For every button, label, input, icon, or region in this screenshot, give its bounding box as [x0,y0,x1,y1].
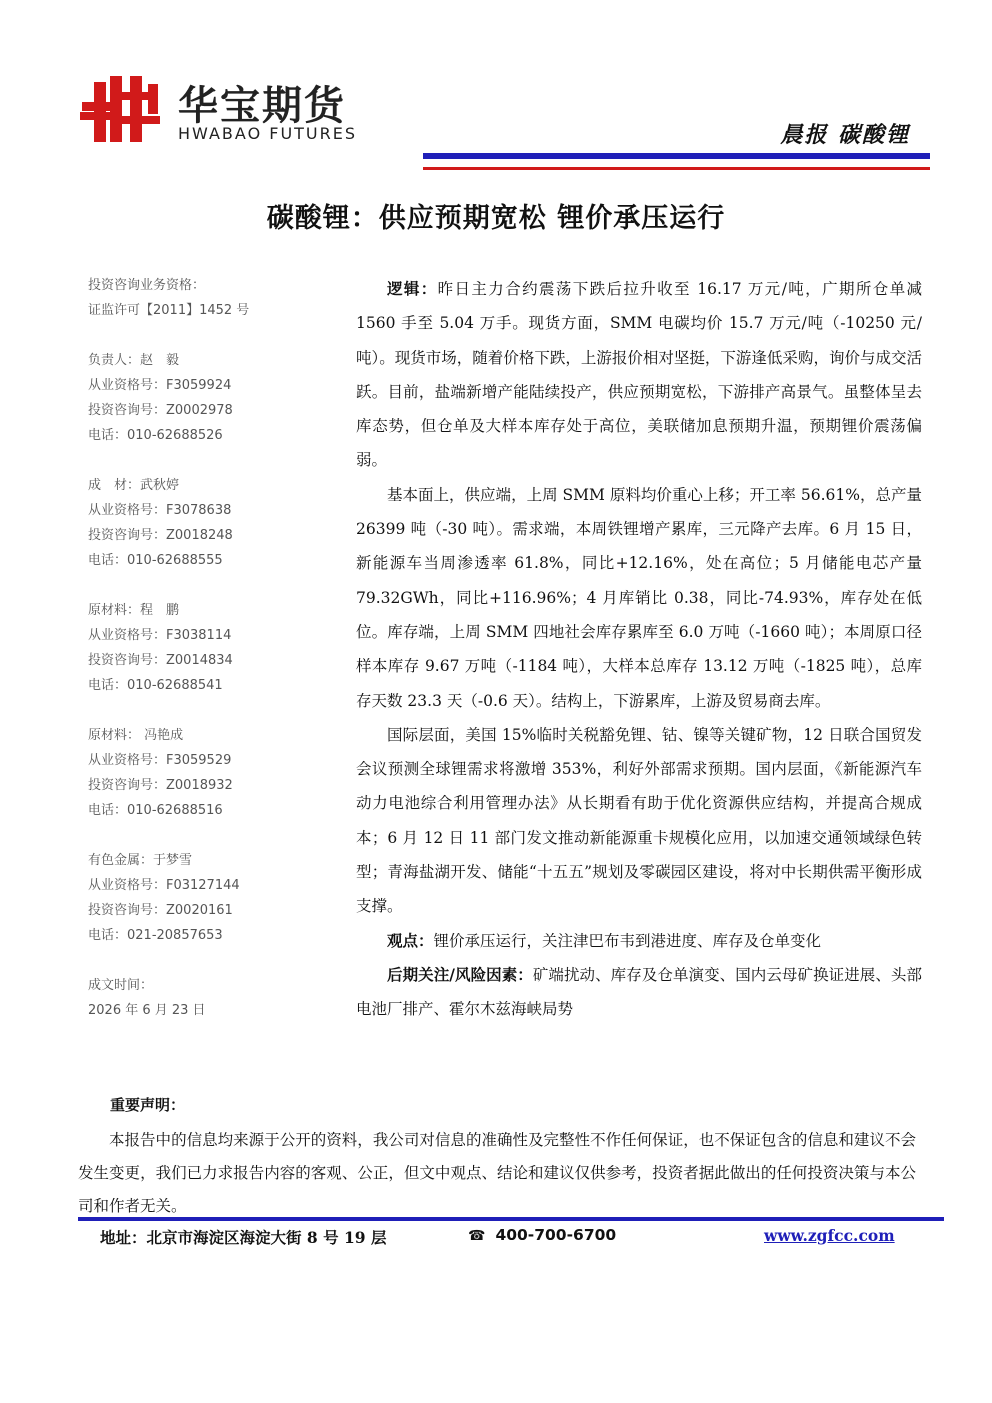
sidebar-line: 投资咨询号：Z0018248 [88,528,233,543]
analyst-sidebar [88,273,338,1048]
footer-phone [468,1226,616,1244]
sidebar-line: 投资咨询号：Z0002978 [88,403,233,418]
logic-text: 昨日主力合约震荡下跌后拉升收至 16.17 万元/吨，广期所仓单减 1560 手至 5.04 万手。现货方面，SMM 电碳均价 15.7 万元/吨（-10250 元/吨）。现货市场，随着价格下跌，上游报价相对坚挺，下游逢低采购，询价与成交活跃。目前，盐端新增产能陆续投产，供应预期宽松，下游排产高景气。虽整体呈去库态势，但仓单及大样本库存处于高位，美联储加息预期升温，预期锂价震荡偏弱。 [356,280,922,470]
sidebar-line: 负责人：赵 毅 [88,353,180,368]
sidebar-block [88,348,338,448]
header-rule-blue [423,153,930,159]
sidebar-line: 投资咨询号：Z0014834 [88,653,233,668]
sidebar-block [88,273,338,323]
paragraph-fundamentals: 基本面上，供应端，上周 SMM 原料均价重心上移；开工率 56.61%，总产量 26399 吨（-30 吨）。需求端，本周铁锂增产累库，三元降产去库。6 月 15 日，新能源车当周渗透率 61.8%，同比+12.16%，处在高位；5 月储能电芯产量 79.32GWh，同比+116.96%；4 月库销比 0.38，同比-74.93%，库存处在低位。库存端，上周 SMM 四地社会库存累库至 6.0 万吨（-1660 吨）；本周原口径样本库存 9.67 万吨（-1184 吨），大样本总库存 13.12 万吨（-1825 吨），总库存天数 23.3 天（-0.6 天）。结构上，下游累库，上游及贸易商去库。 [356,485,922,710]
logo-chinese-name: 华宝期货 [178,83,346,129]
sidebar-line: 原材料： 冯艳成 [88,728,184,743]
sidebar-line: 证监许可【2011】1452 号 [88,303,250,318]
paragraph-risk [356,958,922,1027]
footer-rule [78,1217,944,1221]
logo-mark-icon [80,72,165,144]
sidebar-line: 成 材：武秋婷 [88,478,180,493]
sidebar-line: 电话：010-62688516 [88,803,223,818]
sidebar-line: 成文时间： [88,978,154,993]
sidebar-line: 从业资格号：F3059924 [88,378,232,393]
report-title: 碳酸锂：供应预期宽松 锂价承压运行 [266,203,726,234]
paragraph-logic [356,272,922,478]
sidebar-line: 投资咨询业务资格： [88,278,206,293]
risk-text: 矿端扰动、库存及仓单演变、国内云母矿换证进展、头部电池厂排产、霍尔木兹海峡局势 [356,965,922,1019]
view-text: 锂价承压运行，关注津巴布韦到港进度、库存及仓单变化 [433,931,822,950]
sidebar-line: 从业资格号：F3078638 [88,503,232,518]
sidebar-block [88,723,338,823]
disclaimer-body [78,1124,916,1223]
risk-label: 后期关注/风险因素： [387,964,533,984]
sidebar-line: 投资咨询号：Z0018932 [88,778,233,793]
paragraph-view [356,924,922,958]
footer-website-link[interactable]: www.zgfcc.com [764,1226,895,1245]
sidebar-line: 从业资格号：F3038114 [88,628,232,643]
sidebar-line: 原材料：程 鹏 [88,603,180,618]
sidebar-line: 电话：021-20857653 [88,928,223,943]
sidebar-line: 从业资格号：F03127144 [88,878,240,893]
sidebar-block [88,598,338,698]
logic-label: 逻辑： [387,279,438,298]
sidebar-line: 电话：010-62688555 [88,553,223,568]
phone-number: 400-700-6700 [495,1226,617,1244]
sidebar-line: 电话：010-62688526 [88,428,223,443]
sidebar-line: 电话：010-62688541 [88,678,223,693]
report-body [356,272,922,1027]
view-label: 观点： [387,930,434,950]
sidebar-line: 从业资格号：F3059529 [88,753,232,768]
company-logo [80,72,380,147]
disclaimer-text: 本报告中的信息均来源于公开的资料，我公司对信息的准确性及完整性不作任何保证，也不保证包含的信息和建议不会发生变更，我们已力求报告内容的客观、公正，但文中观点、结论和建议仅供参考，投资者据此做出的任何投资决策与本公司和作者无关。 [78,1131,916,1215]
disclaimer-title: 重要声明： [110,1096,186,1114]
sidebar-block [88,973,338,1023]
sidebar-line: 有色金属：于梦雪 [88,853,193,868]
footer-address: 地址：北京市海淀区海淀大街 8 号 19 层 [100,1228,387,1247]
sidebar-block [88,473,338,573]
report-tag: 晨报 碳酸锂 [780,122,910,148]
paragraph-macro: 国际层面，美国 15%临时关税豁免锂、钴、镍等关键矿物，12 日联合国贸发会议预测全球锂需求将激增 353%，利好外部需求预期。国内层面，《新能源汽车动力电池综合利用管理办法》从长期看有助于优化资源供应结构，并提高合规成本；6 月 12 日 11 部门发文推动新能源重卡规模化应用，以加速交通领域绿色转型；青海盐湖开发、储能“十五五”规划及零碳园区建设，将对中长期供需平衡形成支撑。 [356,725,922,916]
sidebar-line: 投资咨询号：Z0020161 [88,903,233,918]
header-rule-red [423,167,930,170]
sidebar-line: 2026 年 6 月 23 日 [88,1003,206,1018]
phone-icon: ☎ [468,1228,486,1244]
logo-english-name: HWABAO FUTURES [178,124,358,143]
sidebar-block [88,848,338,948]
